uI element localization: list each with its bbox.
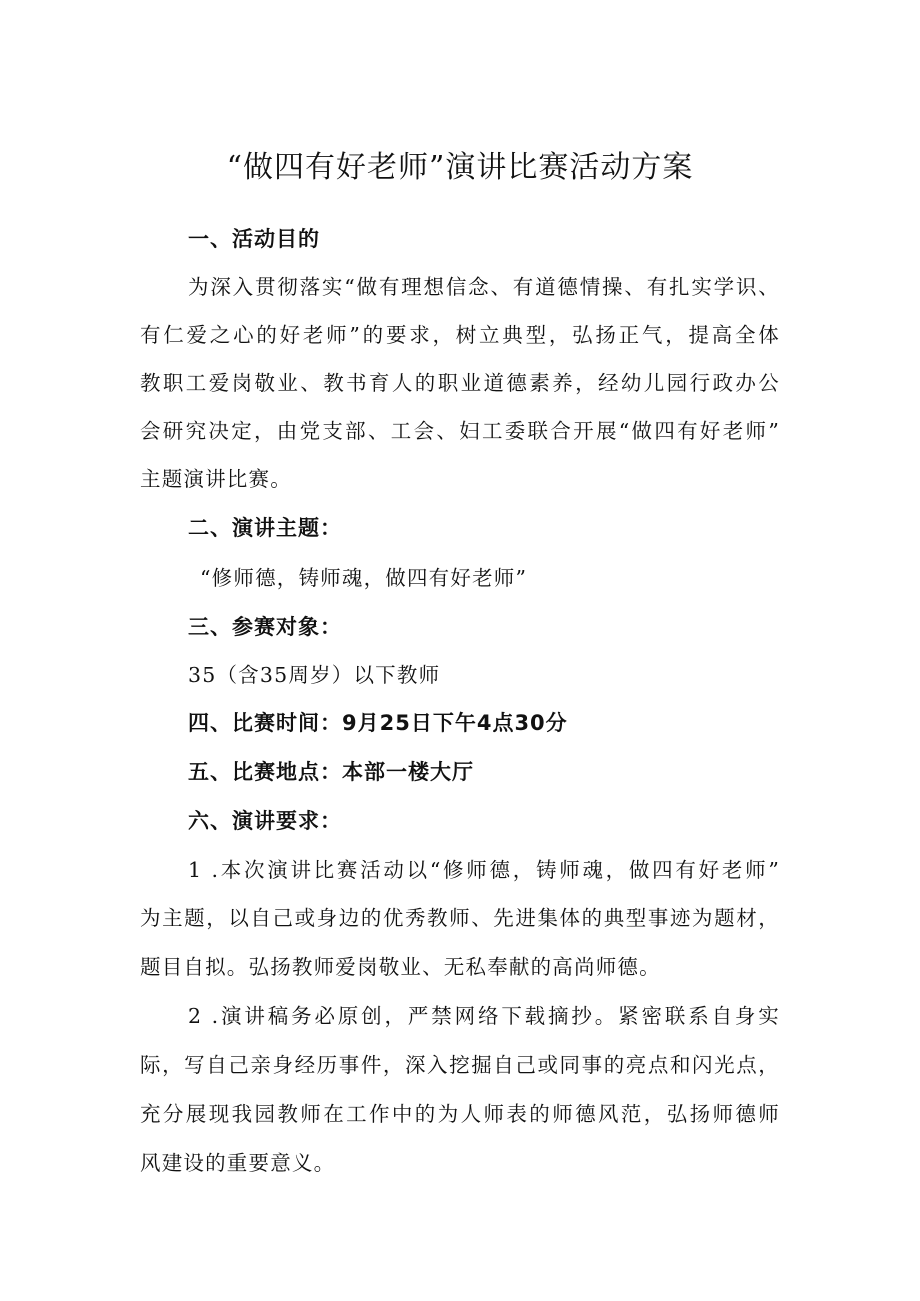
- paragraph-line: 为深入贯彻落实“做有理想信念、有道德情操、有扎实学识、: [188, 275, 780, 299]
- participants-text: 35（含35周岁）以下教师: [188, 663, 441, 687]
- section-heading-purpose: 一、活动目的: [188, 227, 320, 251]
- paragraph-line: 会研究决定，由党支部、工会、妇工委联合开展“做四有好老师”: [140, 419, 780, 443]
- section-heading-location: 五、比赛地点：本部一楼大厅: [188, 760, 474, 784]
- requirement-line: 1 .本次演讲比赛活动以“修师德，铸师魂，做四有好老师”: [188, 858, 780, 882]
- paragraph-line: 教职工爱岗敬业、教书育人的职业道德素养，经幼儿园行政办公: [140, 371, 780, 395]
- section-heading-participants: 三、参赛对象：: [188, 615, 342, 639]
- paragraph-line: 主题演讲比赛。: [140, 467, 292, 491]
- section-heading-theme: 二、演讲主题：: [188, 516, 342, 540]
- requirement-line: 为主题，以自己或身边的优秀教师、先进集体的典型事迹为题材，: [140, 906, 780, 930]
- theme-text: “修师德，铸师魂，做四有好老师”: [200, 566, 528, 590]
- requirement-line: 2 .演讲稿务必原创，严禁网络下载摘抄。紧密联系自身实: [188, 1004, 780, 1028]
- document-title: “做四有好老师”演讲比赛活动方案: [226, 150, 694, 185]
- requirement-line: 风建设的重要意义。: [140, 1151, 336, 1175]
- requirement-line: 际，写自己亲身经历事件，深入挖掘自己或同事的亮点和闪光点，: [140, 1053, 780, 1077]
- paragraph-line: 有仁爱之心的好老师”的要求，树立典型，弘扬正气，提高全体: [140, 323, 780, 347]
- section-heading-requirements: 六、演讲要求：: [188, 809, 342, 833]
- requirement-line: 题目自拟。弘扬教师爱岗敬业、无私奉献的高尚师德。: [140, 955, 661, 979]
- section-heading-time: 四、比赛时间：9月25日下午4点30分: [188, 711, 568, 735]
- requirement-line: 充分展现我园教师在工作中的为人师表的师德风范，弘扬师德师: [140, 1102, 780, 1126]
